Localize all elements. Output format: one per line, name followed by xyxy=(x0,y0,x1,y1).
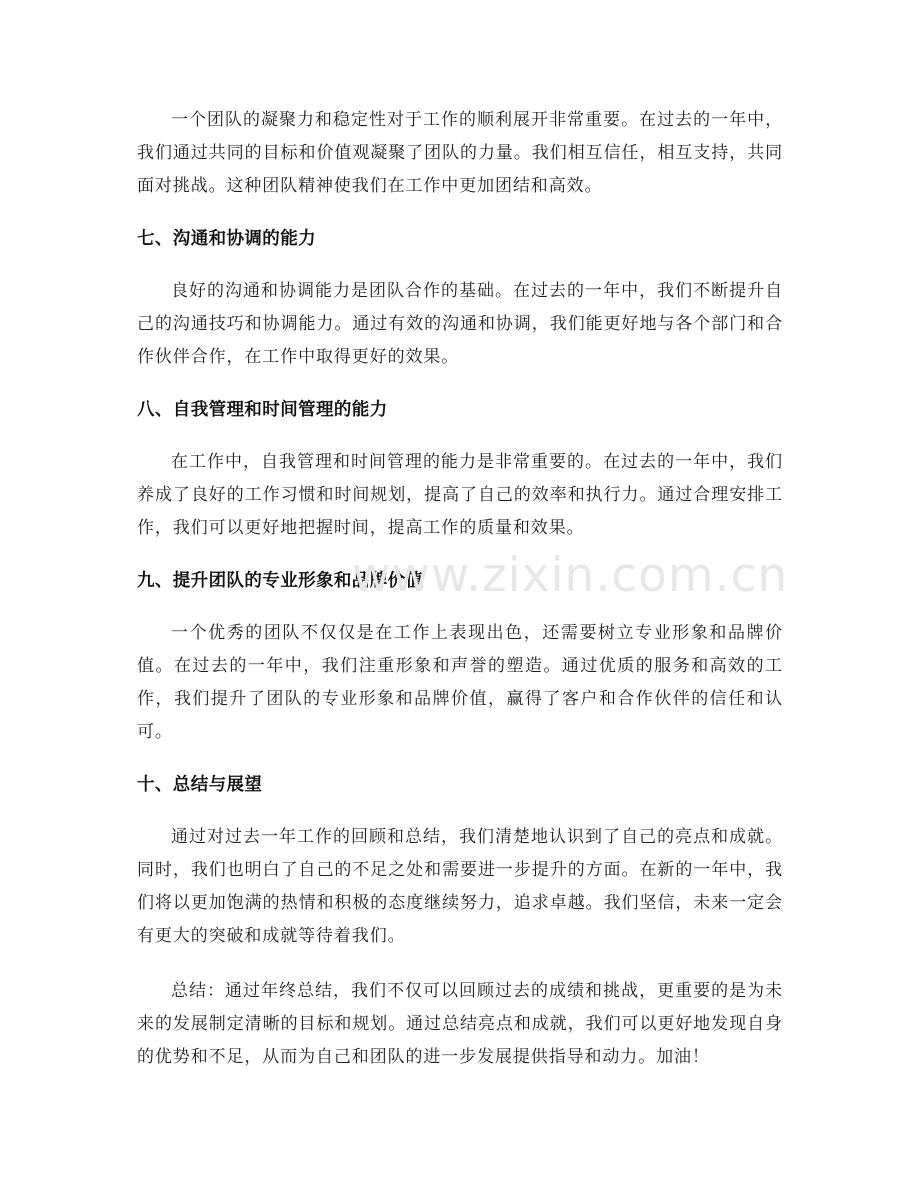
paragraph-brand-image: 一个优秀的团队不仅仅是在工作上表现出色，还需要树立专业形象和品牌价值。在过去的一年中，我们注重形象和声誉的塑造。通过优质的服务和高效的工作，我们提升了团队的专业形象和品牌价值，赢得了客户和合作伙伴的信任和认可。 xyxy=(137,623,783,742)
paragraph-communication: 良好的沟通和协调能力是团队合作的基础。在过去的一年中，我们不断提升自己的沟通技巧和协调能力。通过有效的沟通和协调，我们能更好地与各个部门和合作伙伴合作，在工作中取得更好的效果。 xyxy=(137,281,783,367)
paragraph-team-cohesion: 一个团队的凝聚力和稳定性对于工作的顺利展开非常重要。在过去的一年中，我们通过共同的目标和价值观凝聚了团队的力量。我们相互信任，相互支持，共同面对挑战。这种团队精神使我们在工作中更加团结和高效。 xyxy=(137,110,783,196)
paragraph-conclusion: 总结：通过年终总结，我们不仅可以回顾过去的成绩和挑战，更重要的是为未来的发展制定清晰的目标和规划。通过总结亮点和成就，我们可以更好地发现自身的优势和不足，从而为自己和团队的进一步发展提供指导和动力。加油！ xyxy=(137,981,783,1067)
paragraph-self-management: 在工作中，自我管理和时间管理的能力是非常重要的。在过去的一年中，我们养成了良好的工作习惯和时间规划，提高了自己的效率和执行力。通过合理安排工作，我们可以更好地把握时间，提高工作的质量和效果。 xyxy=(137,452,783,538)
heading-communication: 七、沟通和协调的能力 xyxy=(137,229,316,249)
document-body xyxy=(137,104,783,1096)
paragraph-summary-outlook: 通过对过去一年工作的回顾和总结，我们清楚地认识到了自己的亮点和成就。同时，我们也明白了自己的不足之处和需要进一步提升的方面。在新的一年中，我们将以更加饱满的热情和积极的态度继续努力，追求卓越。我们坚信，未来一定会有更大的突破和成就等待着我们。 xyxy=(137,827,783,946)
heading-self-management: 八、自我管理和时间管理的能力 xyxy=(137,400,388,420)
heading-brand-image: 九、提升团队的专业形象和品牌价值 xyxy=(137,571,424,591)
heading-summary-outlook: 十、总结与展望 xyxy=(137,775,263,795)
watermark: www.zixin.com.cn xyxy=(352,548,789,603)
